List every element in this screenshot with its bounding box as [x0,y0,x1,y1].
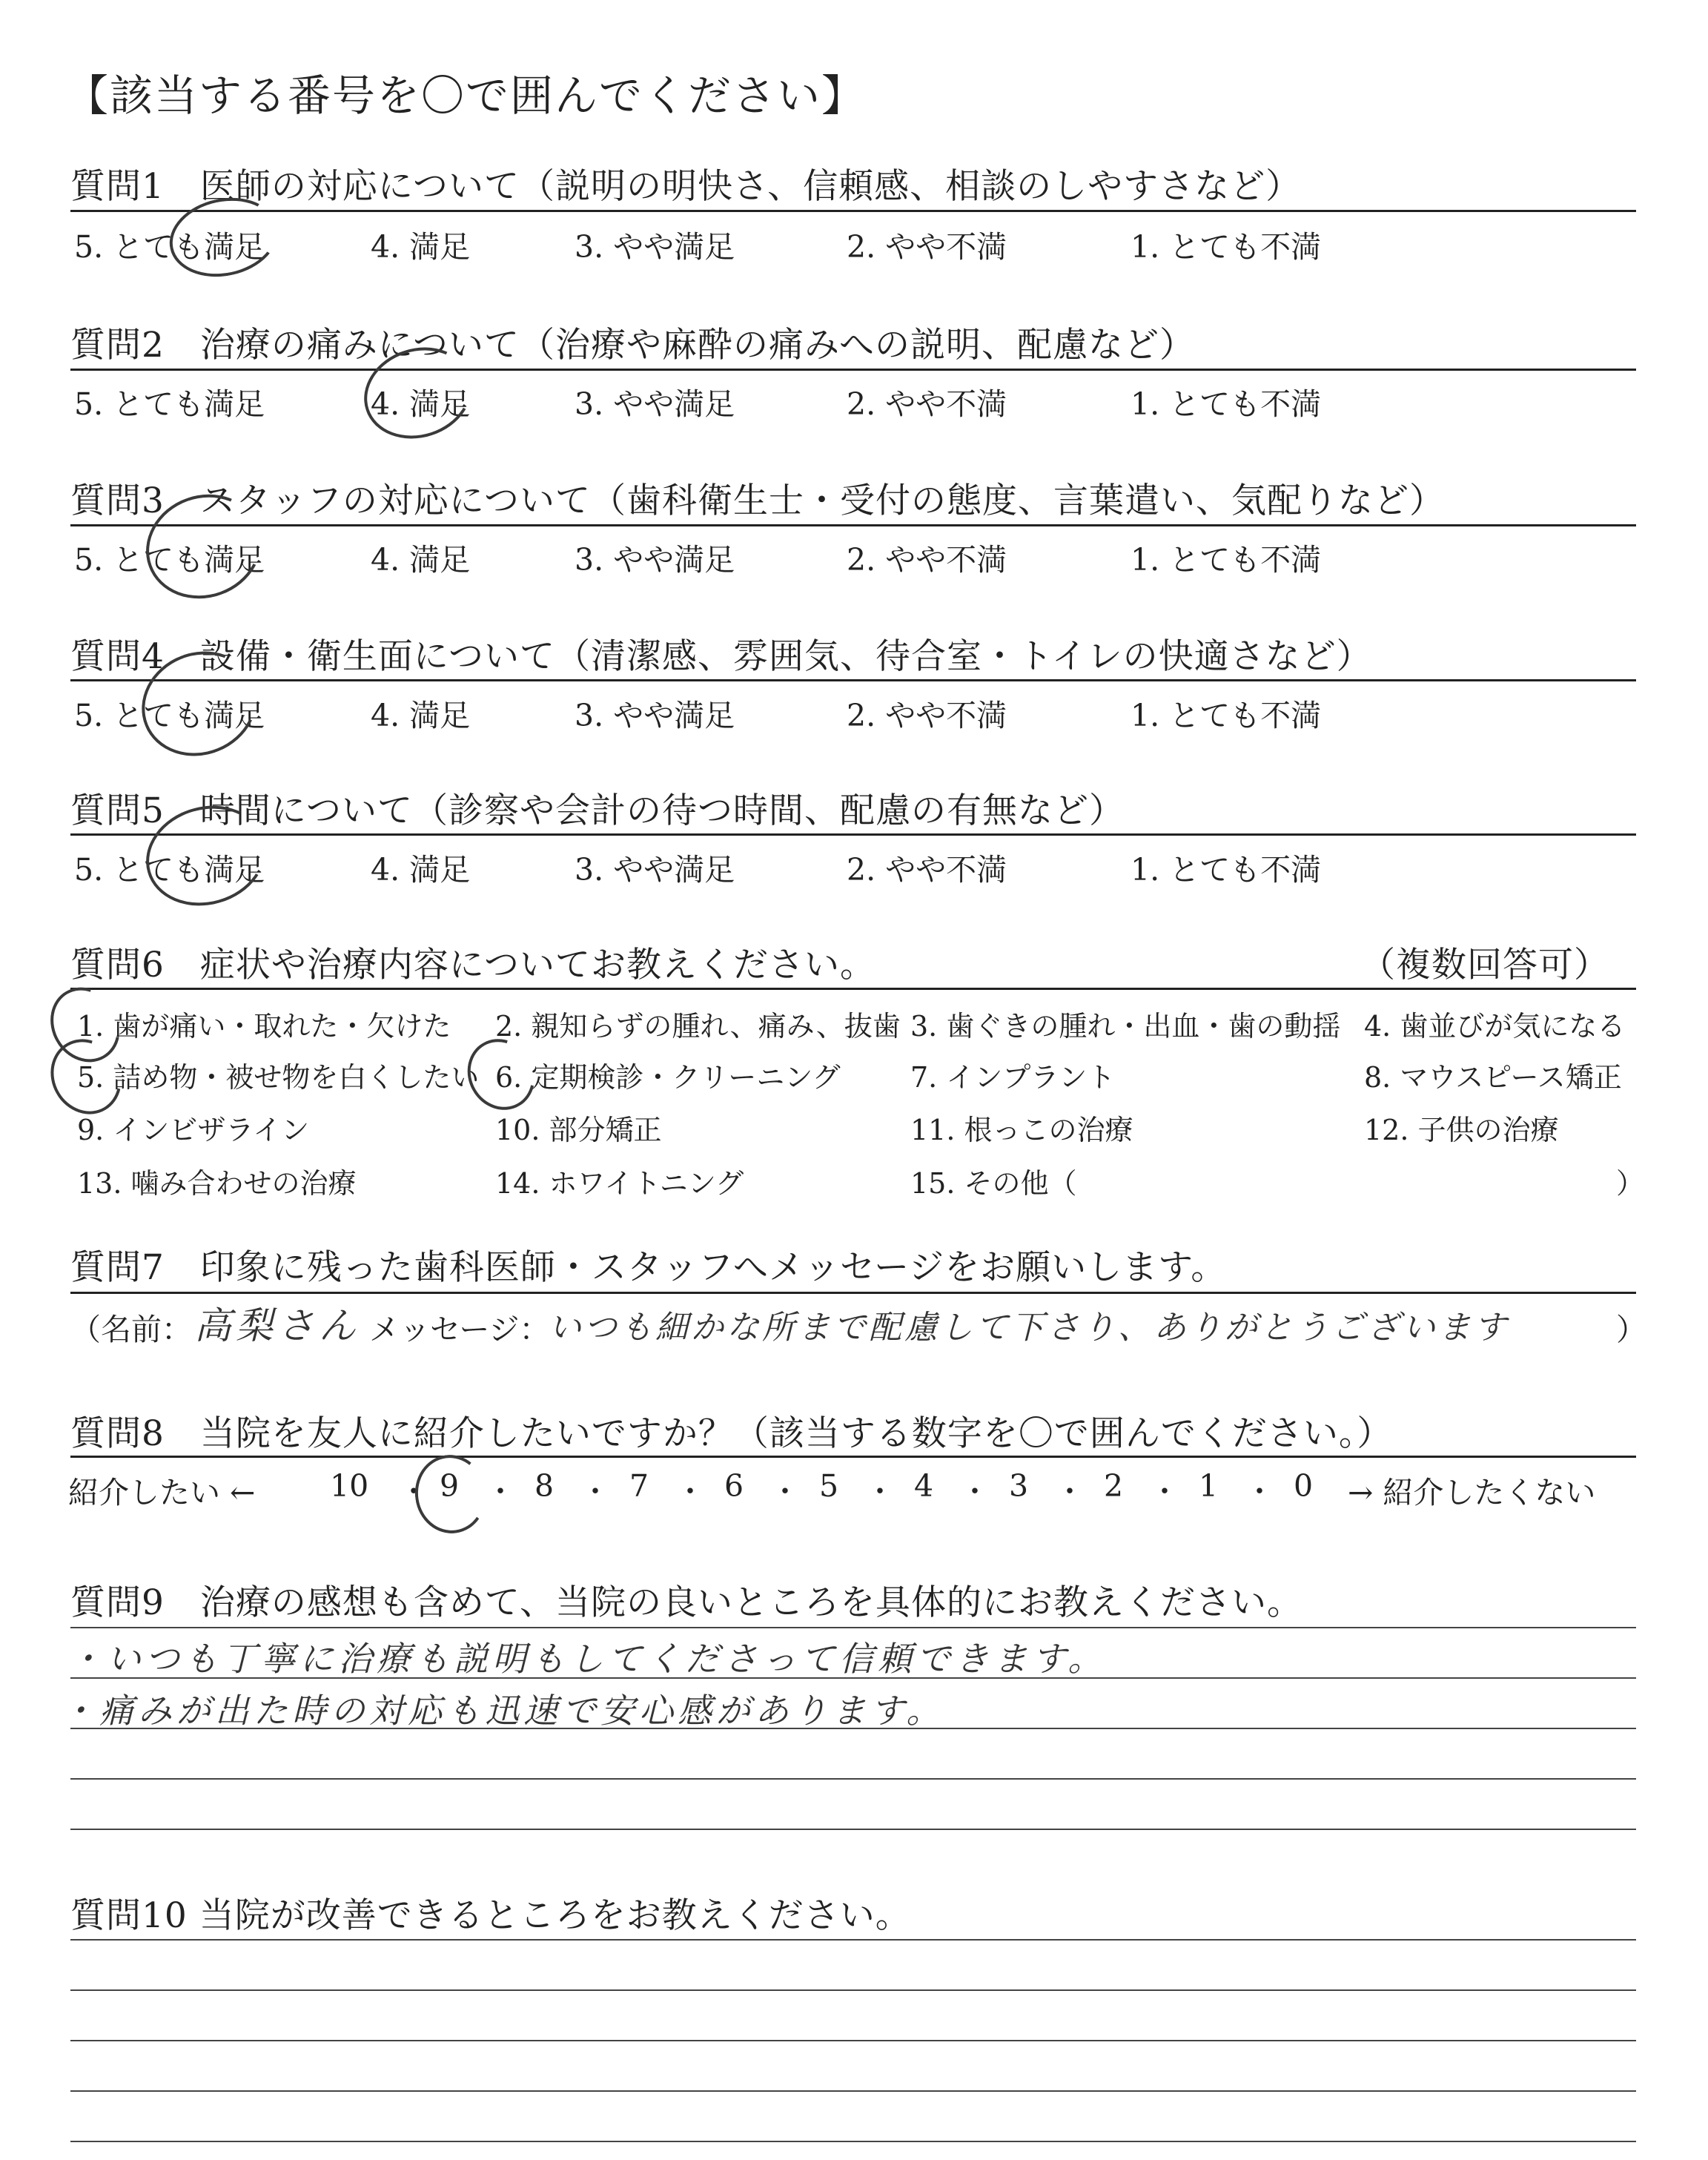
q10-writing-line [70,2040,1636,2041]
q8-left-label: 紹介したい ← [68,1475,256,1510]
q5-label: 質問5 時間について（診察や会計の待つ時間、配慮の有無など） [70,790,1125,831]
q7-message-label: メッセージ： [369,1312,550,1347]
q8-label: 質問8 当院を友人に紹介したいですか？（該当する数字を〇で囲んでください。） [70,1413,1393,1454]
q6-option-8[interactable]: 8. マウスピース矯正 [1364,1061,1622,1094]
q3-label: 質問3 スタッフの対応について（歯科衛生士・受付の態度、言葉遣い、気配りなど） [70,480,1445,521]
q8-separator-dot: ・ [770,1475,800,1509]
q3-option-5[interactable]: 5. とても満足 [74,542,265,578]
q8-scale-1[interactable]: 1 [1199,1468,1219,1504]
q2-option-2[interactable]: 2. やや不満 [847,386,1007,422]
q10-label: 質問10 当院が改善できるところをお教えください。 [70,1895,911,1936]
q1-option-2[interactable]: 2. やや不満 [847,229,1007,265]
q6-option-2[interactable]: 2. 親知らずの腫れ、痛み、抜歯 [495,1010,901,1043]
q7-name-prefix: （名前： [70,1312,192,1347]
q6-option-6[interactable]: 6. 定期検診・クリーニング [495,1061,841,1094]
q8-scale-4[interactable]: 4 [914,1468,934,1504]
q5-option-5[interactable]: 5. とても満足 [74,852,265,888]
q1-option-3[interactable]: 3. やや満足 [575,229,735,265]
q6-label: 質問6 症状や治療内容についてお教えください。 [70,945,875,985]
q2-option-4[interactable]: 4. 満足 [371,386,471,422]
q6-option-7[interactable]: 7. インプラント [910,1061,1116,1094]
q2-option-1[interactable]: 1. とても不満 [1131,386,1322,422]
q8-separator-dot: ・ [960,1475,990,1509]
q8-separator-dot: ・ [1055,1475,1085,1509]
q9-answer-1[interactable]: ・いつも丁寧に治療も説明もしてくださって信頼できます。 [68,1639,1107,1679]
q1-label: 質問1 医師の対応について（説明の明快さ、信頼感、相談のしやすさなど） [70,166,1302,207]
q1-option-1[interactable]: 1. とても不満 [1131,229,1322,265]
q8-separator-dot: ・ [486,1475,515,1509]
q5-option-4[interactable]: 4. 満足 [371,852,471,888]
q7-divider [70,1292,1636,1294]
q1-option-5[interactable]: 5. とても満足 [74,229,265,265]
q4-option-1[interactable]: 1. とても不満 [1131,698,1322,733]
q5-option-3[interactable]: 3. やや満足 [575,852,735,888]
q8-scale-0[interactable]: 0 [1294,1468,1314,1504]
q6-option-1[interactable]: 1. 歯が痛い・取れた・欠けた [77,1010,451,1043]
q6-note: （複数回答可） [1360,945,1609,985]
q6-option-10[interactable]: 10. 部分矯正 [495,1114,662,1146]
q8-divider [70,1456,1636,1458]
q8-scale-3[interactable]: 3 [1009,1468,1029,1504]
q8-scale-9[interactable]: 9 [440,1468,460,1504]
q4-label: 質問4 設備・衛生面について（清潔感、雰囲気、待合室・トイレの快適さなど） [70,636,1372,677]
q8-scale-8[interactable]: 8 [534,1468,555,1504]
q6-option-15[interactable]: 15. その他（ [910,1167,1077,1200]
q6-option-5[interactable]: 5. 詰め物・被せ物を白くしたい [77,1061,480,1094]
q7-close: ） [1616,1312,1646,1347]
q9-writing-line [70,1778,1636,1780]
q4-option-5[interactable]: 5. とても満足 [74,698,265,733]
q2-label: 質問2 治療の痛みについて（治療や麻酔の痛みへの説明、配慮など） [70,325,1196,366]
q7-label: 質問7 印象に残った歯科医師・スタッフへメッセージをお願いします。 [70,1247,1227,1288]
q6-option-4[interactable]: 4. 歯並びが気になる [1364,1010,1626,1043]
q2-option-5[interactable]: 5. とても満足 [74,386,265,422]
q8-scale-6[interactable]: 6 [724,1468,744,1504]
q8-scale-2[interactable]: 2 [1104,1468,1124,1504]
q1-option-4[interactable]: 4. 満足 [371,229,471,265]
q6-option-3[interactable]: 3. 歯ぐきの腫れ・出血・歯の動揺 [910,1010,1341,1043]
page-title: 【該当する番号を〇で囲んでください】 [65,70,867,121]
q6-option-12[interactable]: 12. 子供の治療 [1364,1114,1559,1146]
q8-scale-7[interactable]: 7 [629,1468,649,1504]
q8-scale-5[interactable]: 5 [819,1468,839,1504]
q7-message-value[interactable]: いつも細かな所まで配慮して下さり、ありがとうございます [549,1309,1509,1347]
q2-divider [70,369,1636,371]
q10-writing-line [70,2141,1636,2142]
q8-separator-dot: ・ [1150,1475,1179,1509]
q4-divider [70,679,1636,681]
q9-answer-2[interactable]: ・痛みが出た時の対応も迅速で安心感があります。 [61,1691,945,1731]
q3-option-4[interactable]: 4. 満足 [371,542,471,578]
q3-option-2[interactable]: 2. やや不満 [847,542,1007,578]
q5-divider [70,833,1636,836]
q8-selection-circle [410,1450,491,1538]
q3-divider [70,524,1636,526]
q4-option-2[interactable]: 2. やや不満 [847,698,1007,733]
q8-right-label: → 紹介したくない [1348,1475,1596,1510]
q8-scale-10[interactable]: 10 [330,1468,369,1504]
q9-writing-line [70,1627,1636,1628]
q3-option-1[interactable]: 1. とても不満 [1131,542,1322,578]
q5-option-2[interactable]: 2. やや不満 [847,852,1007,888]
q6-option-13[interactable]: 13. 噛み合わせの治療 [77,1167,357,1200]
q10-writing-line [70,2090,1636,2092]
q1-divider [70,210,1636,212]
q2-option-3[interactable]: 3. やや満足 [575,386,735,422]
q4-option-4[interactable]: 4. 満足 [371,698,471,733]
q6-other-close: ） [1616,1167,1645,1200]
q6-option-9[interactable]: 9. インビザライン [77,1114,310,1146]
q8-separator-dot: ・ [580,1475,610,1509]
q5-option-1[interactable]: 1. とても不満 [1131,852,1322,888]
q6-option-11[interactable]: 11. 根っこの治療 [910,1114,1133,1146]
q6-divider [70,988,1636,990]
q10-writing-line [70,1989,1636,1991]
q8-separator-dot: ・ [865,1475,895,1509]
q6-option-14[interactable]: 14. ホワイトニング [495,1167,744,1200]
q9-writing-line [70,1728,1636,1729]
q9-label: 質問9 治療の感想も含めて、当院の良いところを具体的にお教えください。 [70,1582,1302,1623]
q9-writing-line [70,1677,1636,1679]
q3-option-3[interactable]: 3. やや満足 [575,542,735,578]
q8-separator-dot: ・ [675,1475,705,1509]
q10-writing-line [70,1939,1636,1941]
q8-separator-dot: ・ [1245,1475,1274,1509]
q4-option-3[interactable]: 3. やや満足 [575,698,735,733]
q8-separator-dot: ・ [399,1475,428,1509]
q9-writing-line [70,1829,1636,1830]
q7-name-value[interactable]: 高梨さん [194,1304,360,1347]
